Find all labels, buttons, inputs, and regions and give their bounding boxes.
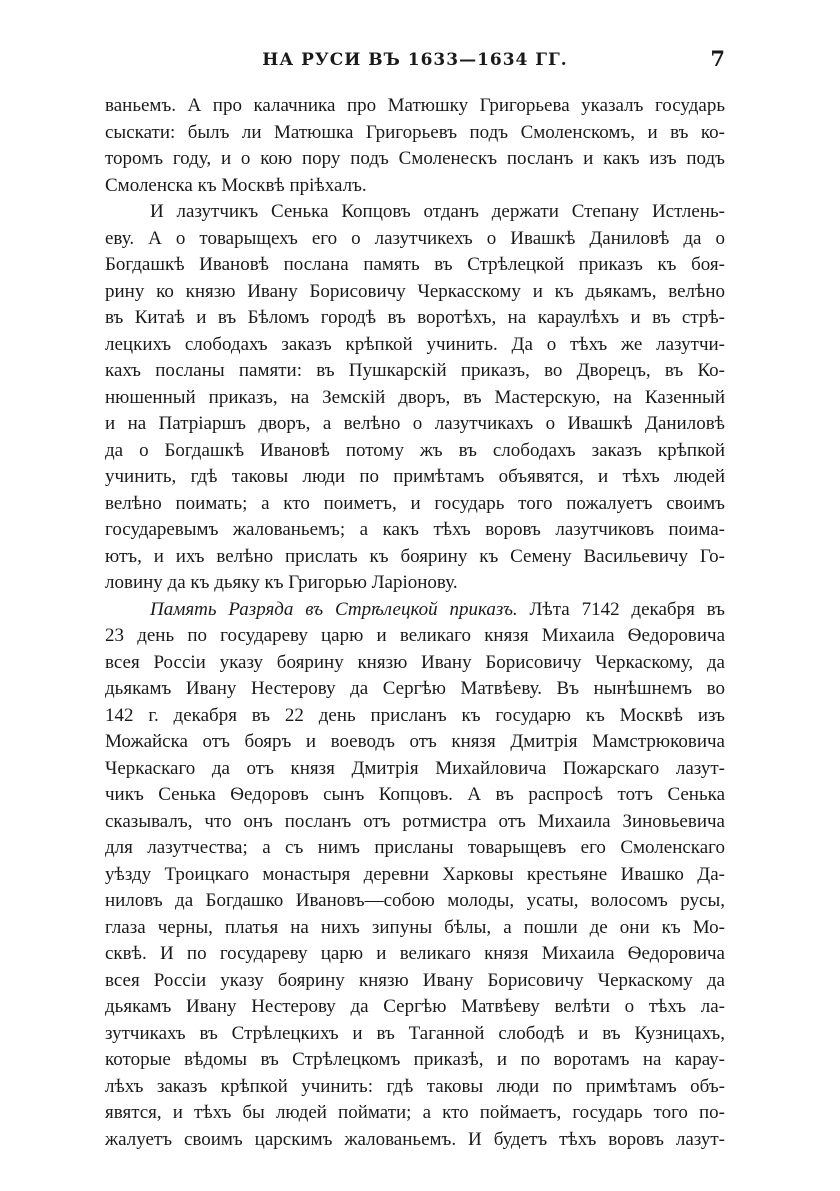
text-line: 142 г. декабря въ 22 день присланъ къ государю къ Москвѣ изъ <box>105 704 725 726</box>
text-line: ютъ, и ихъ велѣно прислать къ боярину къ Семену Васильевичу Го- <box>105 545 725 567</box>
paragraph <box>105 199 725 597</box>
page-number: 7 <box>710 46 725 71</box>
text-line: которые вѣдомы въ Стрѣлецкомъ приказѣ, и по воротамъ на карау- <box>105 1049 725 1070</box>
text-line: сквѣ. И по государеву царю и великаго князя Михаила Ѳедоровича <box>105 943 725 964</box>
text-line: еву. А о товарыщехъ его о лазутчикехъ о Ивашкѣ Даниловѣ да о <box>105 227 725 249</box>
text-line: дьякамъ Ивану Нестерову да Сергѣю Матвѣеву велѣти о тѣхъ ла- <box>105 996 725 1017</box>
text-line: велѣно поимать; а кто поиметъ, и государь того пожалуетъ своимъ <box>105 492 725 514</box>
text-line: въ Китаѣ и въ Бѣломъ городѣ въ воротѣхъ, на караулѣхъ и въ стрѣ- <box>105 307 725 328</box>
text-line: Смоленска къ Москвѣ пріѣхалъ. <box>105 174 367 196</box>
text-line <box>105 597 725 624</box>
paragraph <box>105 93 725 199</box>
text-line: для лазутчества; а съ нимъ присланы товарыщевъ его Смоленскаго <box>105 837 725 858</box>
text-line: ваньемъ. А про калачника про Матюшку Григорьева указалъ государь <box>105 95 725 116</box>
running-head: НА РУСИ ВЪ 1633—1634 ГГ. <box>262 50 568 70</box>
text-line: государевымъ жалованьемъ; а какъ тѣхъ воровъ лазутчиковъ поима- <box>105 519 725 540</box>
text-line: сказывалъ, что онъ посланъ отъ ротмистра отъ Михаила Зиновьевича <box>105 810 725 832</box>
text-line: всея Россіи указу боярину князю Ивану Борисовичу Черкаскому, да <box>105 651 725 673</box>
paragraph <box>105 597 725 1154</box>
text-line: ловину да къ дьяку къ Григорью Ларіонову. <box>105 572 458 593</box>
text-line: лецкихъ слободахъ заказъ крѣпкой учинить. Да о тѣхъ же лазутчи- <box>105 333 725 355</box>
text-line: Можайска отъ бояръ и воеводъ отъ князя Дмитрія Мамстрюковича <box>105 731 725 752</box>
text-line: ниловъ да Богдашко Ивановъ—собою молоды, усаты, волосомъ русы, <box>105 890 725 911</box>
text-line: кахъ посланы памяти: въ Пушкарскій приказъ, во Дворецъ, въ Ко- <box>105 360 725 381</box>
text-line: лѣхъ заказъ крѣпкой учинить: гдѣ таковы люди по примѣтамъ объ- <box>105 1075 725 1097</box>
text-line: глаза черны, платья на нихъ зипуны бѣлы, а пошли де они къ Мо- <box>105 916 725 938</box>
text-line: да о Богдашкѣ Ивановѣ потому жъ въ слободахъ заказъ крѣпкой <box>105 439 725 461</box>
text-line: дьякамъ Ивану Нестерову да Сергѣю Матвѣеву. Въ нынѣшнемъ во <box>105 678 725 699</box>
text-line: явятся, и тѣхъ бы людей поймати; а кто поймаетъ, государь того по- <box>105 1102 725 1123</box>
text-line: и на Патріаршъ дворъ, а велѣно о лазутчикахъ о Ивашкѣ Даниловѣ <box>105 413 725 434</box>
text-line: всея Россіи указу боярину князю Ивану Борисовичу Черкаскому да <box>105 969 725 991</box>
text-line: торомъ году, и о кою пору подъ Смоленескъ посланъ и какъ изъ подъ <box>105 148 725 169</box>
text-line: жалуетъ своимъ царскимъ жалованьемъ. И будетъ тѣхъ воровъ лазут- <box>105 1128 725 1150</box>
text-line-rest: Лѣта 7142 декабря въ <box>517 598 725 620</box>
text-line: Богдашкѣ Ивановѣ послана память въ Стрѣлецкой приказъ къ боя- <box>105 254 725 275</box>
text-line: зутчикахъ въ Стрѣлецкихъ и въ Таганной слободѣ и въ Кузницахъ, <box>105 1022 725 1044</box>
text-line: нюшенный приказъ, на Земскій дворъ, въ Мастерскую, на Казенный <box>105 386 725 408</box>
text-line: рину ко князю Ивану Борисовичу Черкасскому и къ дьякамъ, велѣно <box>105 280 725 302</box>
text-line: уѣзду Троицкаго монастыря деревни Харковы крестьяне Ивашко Да- <box>105 863 725 885</box>
text-line: И лазутчикъ Сенька Копцовъ отданъ держати Степану Истлень- <box>150 201 725 222</box>
text-line: чикъ Сенька Ѳедоровъ сынъ Копцовъ. А въ распросѣ тотъ Сенька <box>105 784 725 805</box>
document-title-inline: Память Разряда въ Стрѣлецкой приказъ. <box>150 598 518 620</box>
text-line: учинить, гдѣ таковы люди по примѣтамъ объявятся, и тѣхъ людей <box>105 466 725 487</box>
page-header <box>105 46 725 80</box>
body-text <box>105 93 725 1153</box>
text-line: Черкаскаго да отъ князя Дмитрія Михайловича Пожарскаго лазут- <box>105 757 725 779</box>
text-line: 23 день по государеву царю и великаго князя Михаила Ѳедоровича <box>105 625 725 646</box>
text-line: сыскати: былъ ли Матюшка Григорьевъ подъ Смоленскомъ, и въ ко- <box>105 121 725 143</box>
